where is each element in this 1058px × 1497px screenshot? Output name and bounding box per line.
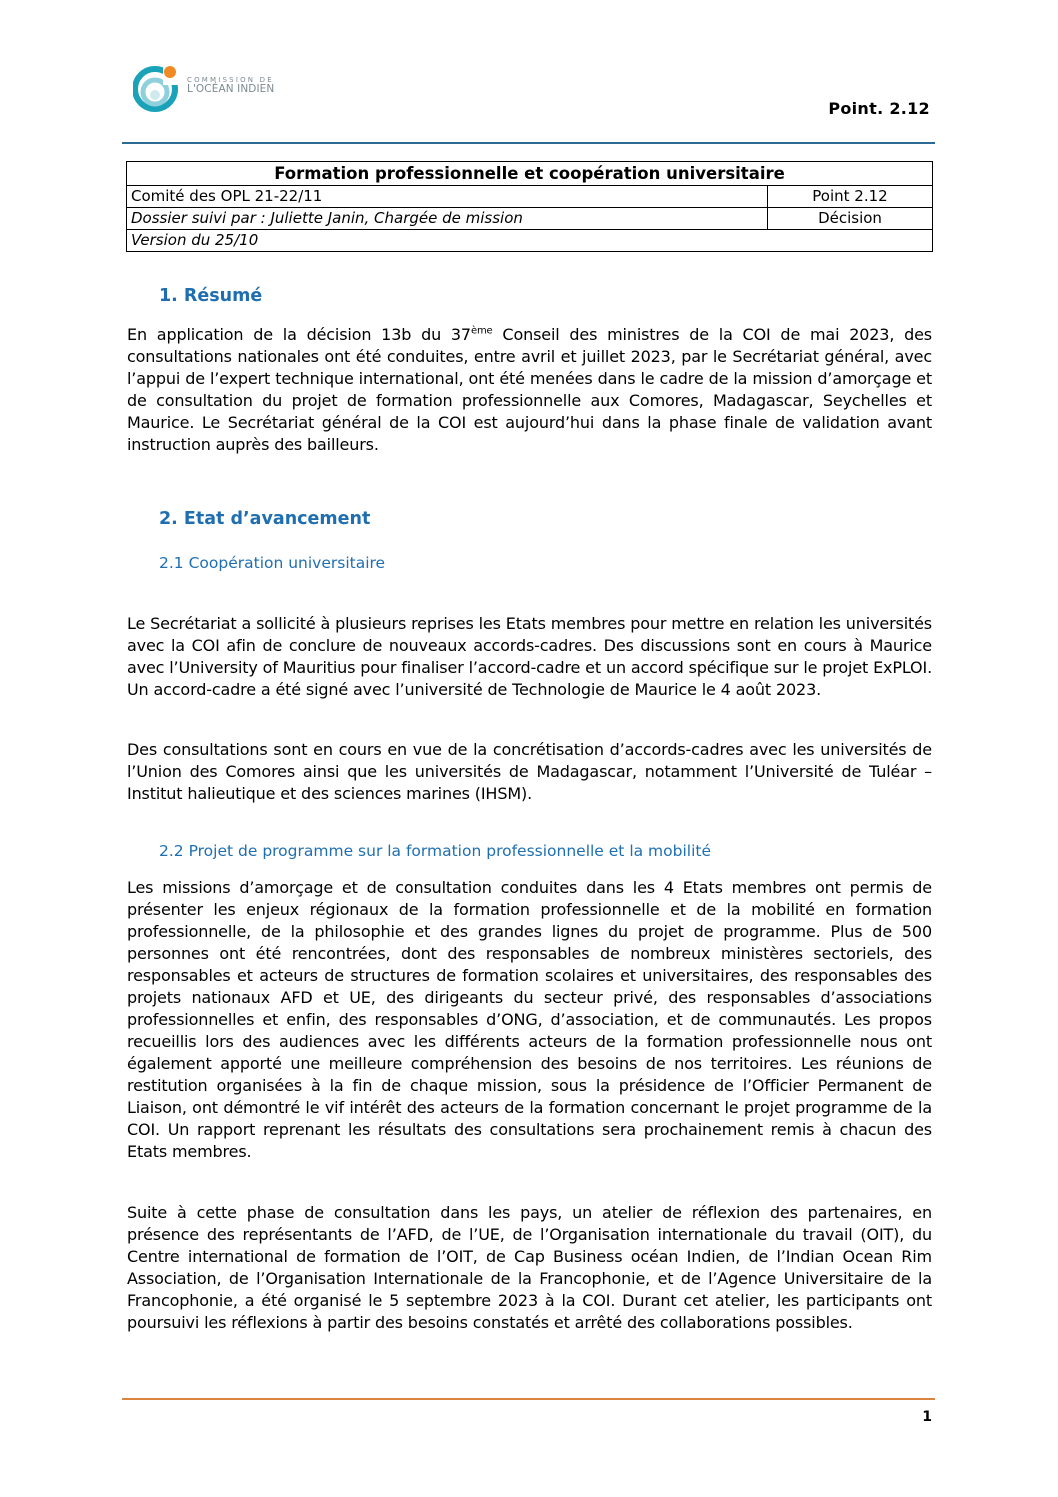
organization-logo: [133, 58, 293, 114]
paragraph-university-1: Le Secrétariat a sollicité à plusieurs reprises les Etats membres pour mettre en relation les universités avec la COI afin de conclure de nouveaux accords-cadres. Des discussions sont en cours à Maurice avec l’University of Mauritius pour finaliser l’accord-cadre et un accord spécifique sur le projet ExPLOI. Un accord-cadre a été signé avec l’université de Technologie de Maurice le 4 août 2023.: [127, 614, 932, 699]
paragraph-university-2: Des consultations sont en cours en vue de la concrétisation d’accords-cadres avec les universités de l’Union des Comores ainsi que les universités de Madagascar, notamment l’Université de Tuléar – Institut halieutique et des sciences marines (IHSM).: [127, 740, 932, 803]
point-reference: Point. 2.12: [828, 99, 930, 118]
paragraph-text: Conseil des ministres de la COI de mai 2023, des consultations nationales ont été conduites, entre avril et juillet 2023, par le Secrétariat général, avec l’appui de l’expert technique international, ont été menées dans le cadre de la mission d’amorçage et de consultation du projet de formation professionnelle aux Comores, Madagascar, Seychelles et Maurice. Le Secrétariat général de la COI est aujourd’hui dans la phase finale de validation avant instruction auprès des bailleurs.: [127, 325, 932, 454]
document-title: Formation professionnelle et coopération universitaire: [127, 162, 933, 186]
logo-text: [187, 77, 274, 95]
point-cell: Point 2.12: [768, 186, 933, 208]
logo-line-2: L'OCÉAN INDIEN: [187, 83, 275, 96]
decision-cell: Décision: [768, 208, 933, 230]
section-heading-resume: 1. Résumé: [159, 286, 263, 306]
paragraph-resume: [127, 324, 932, 456]
section-heading-progress: 2. Etat d’avancement: [159, 509, 371, 529]
document-info-table: [126, 161, 933, 252]
version-cell: Version du 25/10: [127, 230, 933, 252]
logo-line-1: COMMISSION DE: [187, 75, 274, 84]
superscript: ème: [470, 325, 493, 337]
paragraph-training-2: Suite à cette phase de consultation dans les pays, un atelier de réflexion des partenaires, en présence des représentants de l’AFD, de l’UE, de l’Organisation internationale du travail (OIT), du Centre international de formation de l’OIT, de Cap Business océan Indien, de l’Indian Ocean Rim Association, de l’Organisation Internationale de la Francophonie, et de l’Agence Universitaire de la Francophonie, a été organisé le 5 septembre 2023 à la COI. Durant cet atelier, les participants ont poursuivi les réflexions à partir des besoins constatés et arrêté des collaborations possibles.: [127, 1203, 932, 1332]
subsection-heading-university: 2.1 Coopération universitaire: [159, 554, 386, 572]
paragraph-text: En application de la décision 13b du 37: [127, 325, 471, 344]
coi-logo-icon: [133, 59, 181, 113]
header-divider: [122, 142, 935, 144]
followed-by-cell: Dossier suivi par : Juliette Janin, Chargée de mission: [127, 208, 768, 230]
committee-cell: Comité des OPL 21-22/11: [127, 186, 768, 208]
table-row: [127, 186, 933, 208]
page-number: 1: [922, 1409, 932, 1425]
table-row: [127, 162, 933, 186]
subsection-heading-training: 2.2 Projet de programme sur la formation professionnelle et la mobilité: [159, 842, 711, 860]
table-row: [127, 208, 933, 230]
paragraph-training-1: Les missions d’amorçage et de consultation conduites dans les 4 Etats membres ont permis de présenter les enjeux régionaux de la formation professionnelle et de la mobilité en formation professionnelle, de la philosophie et des grandes lignes du projet de programme. Plus de 500 personnes ont été rencontrées, dont des responsables de nombreux ministères sectoriels, des responsables et acteurs de structures de formation scolaires et universitaires, des responsables des projets nationaux AFD et UE, des dirigeants du secteur privé, des responsables d’associations professionnelles et enfin, des responsables d’ONG, d’association, et de communautés. Les propos recueillis lors des audiences avec les différents acteurs de la formation professionnelle nous ont également apporté une meilleure compréhension des besoins de nos territoires. Les réunions de restitution organisées à la fin de chaque mission, sous la présidence de l’Officier Permanent de Liaison, ont démontré le vif intérêt des acteurs de la formation concernant le projet programme de la COI. Un rapport reprenant les résultats des consultations sera prochainement remis à chacun des Etats membres.: [127, 878, 932, 1161]
table-row: [127, 230, 933, 252]
footer-divider: [122, 1398, 935, 1400]
